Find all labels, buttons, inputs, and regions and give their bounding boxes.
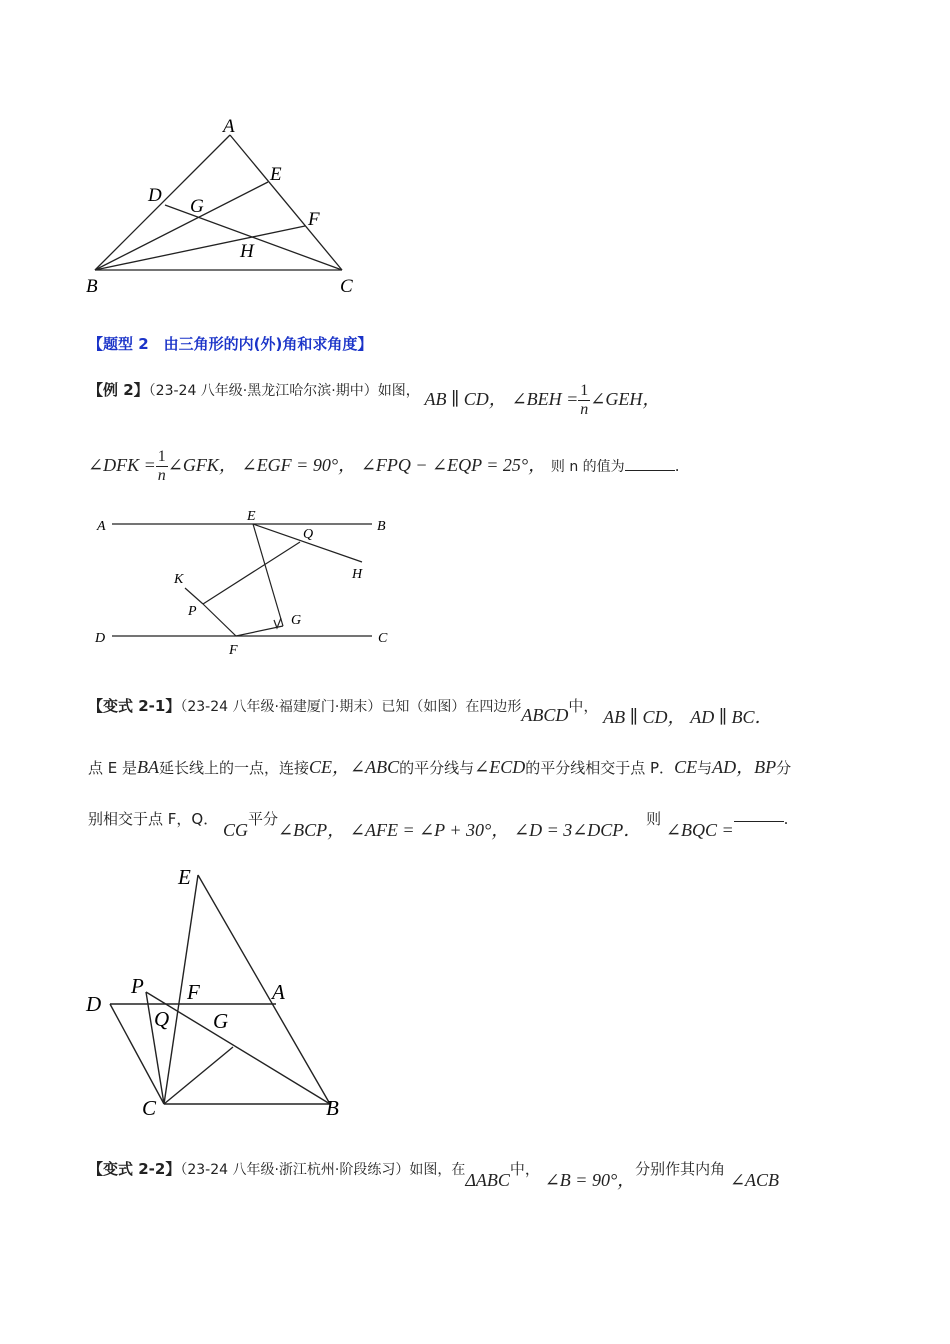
label-e: E bbox=[270, 164, 282, 185]
math-angle-bqc: ∠BQC = bbox=[665, 820, 734, 840]
example-label: 【例 2】 bbox=[88, 381, 149, 399]
math-angle-ecd: ∠ECD bbox=[474, 757, 526, 777]
math-ad-parallel-bc: AD ∥ BC． bbox=[690, 707, 773, 727]
example-2-line-1 bbox=[88, 372, 661, 418]
label-g: G bbox=[213, 1009, 229, 1033]
label-c: C bbox=[142, 1096, 157, 1120]
text-respectively: 分别作其内角 bbox=[635, 1160, 726, 1178]
label-f: F bbox=[187, 980, 200, 1004]
text-points-fq: 别相交于点 F，Q． bbox=[88, 810, 219, 828]
variant-label: 【变式 2-2】 bbox=[88, 1160, 181, 1178]
label-f: F bbox=[308, 209, 320, 230]
variant-label: 【变式 2-1】 bbox=[88, 697, 181, 715]
end-dot: . bbox=[674, 457, 680, 475]
math-ad: AD， bbox=[712, 757, 755, 777]
math-angle-afe: ∠AFE = ∠P + 30°， bbox=[349, 820, 510, 840]
label-d: D bbox=[148, 185, 162, 206]
section-title: 【题型 2 由三角形的内(外)角和求角度】 bbox=[88, 335, 373, 353]
label-e: E bbox=[178, 865, 191, 889]
label-b: B bbox=[377, 519, 386, 534]
text-bisector: 的平分线与 bbox=[399, 759, 475, 777]
frac-num-2: 1 bbox=[157, 448, 166, 465]
label-c: C bbox=[378, 631, 388, 646]
label-g: G bbox=[291, 613, 302, 628]
math-angle-dfk: ∠DFK = bbox=[88, 455, 156, 475]
variant-source: （23-24 八年级·福建厦门·期末）已知（如图）在四边形 bbox=[180, 699, 522, 715]
math-abcd: ABCD bbox=[521, 705, 569, 725]
label-p: P bbox=[188, 604, 197, 619]
math-angle-b-90: ∠B = 90°， bbox=[544, 1170, 636, 1190]
label-h: H bbox=[352, 567, 363, 582]
label-a: A bbox=[272, 980, 285, 1004]
text-intersect-p: 的平分线相交于点 P． bbox=[525, 759, 675, 777]
label-k: K bbox=[174, 572, 184, 587]
variant-2-1-line-3 bbox=[88, 808, 789, 840]
label-h: H bbox=[240, 241, 254, 262]
math-angle-acb: ∠ACB bbox=[729, 1170, 780, 1190]
math-angle-abc: ∠ABC bbox=[350, 757, 400, 777]
label-b: B bbox=[326, 1096, 339, 1120]
text-zhong: 中， bbox=[509, 1160, 540, 1178]
frac-num: 1 bbox=[580, 382, 589, 399]
math-ba: BA bbox=[137, 757, 160, 777]
example-source: （23-24 八年级·黑龙江哈尔滨·期中）如图， bbox=[148, 383, 420, 399]
label-p: P bbox=[131, 974, 144, 998]
answer-blank[interactable] bbox=[625, 456, 675, 471]
math-angle-geh: ∠GEH， bbox=[590, 389, 661, 409]
text-bisects: 平分 bbox=[248, 810, 279, 828]
label-d: D bbox=[86, 992, 102, 1016]
figure-quadrilateral bbox=[80, 860, 360, 1125]
answer-blank[interactable] bbox=[734, 807, 784, 822]
text-point-e: 点 E 是 bbox=[88, 759, 138, 777]
text-fen: 分 bbox=[776, 759, 792, 777]
figure-triangle-abc bbox=[80, 110, 380, 300]
label-f: F bbox=[229, 643, 238, 658]
variant-2-1-line-1 bbox=[88, 695, 773, 727]
math-angle-diff: ∠FPQ − ∠EQP = 25°， bbox=[360, 455, 547, 475]
label-q: Q bbox=[154, 1007, 170, 1031]
label-a: A bbox=[97, 519, 106, 534]
math-angle-beh: ∠BEH = bbox=[511, 389, 579, 409]
text-extend: 延长线上的一点，连接 bbox=[159, 759, 310, 777]
math-cg: CG bbox=[223, 820, 249, 840]
variant-2-2-line-1 bbox=[88, 1158, 780, 1190]
question-tail: 则 n 的值为 bbox=[550, 459, 625, 475]
math-angle-gfk: ∠GFK， bbox=[167, 455, 237, 475]
label-q: Q bbox=[303, 527, 314, 542]
label-a: A bbox=[223, 116, 235, 137]
math-angle-bcp: ∠BCP， bbox=[278, 820, 346, 840]
math-ce-2: CE bbox=[674, 757, 698, 777]
math-angle-d: ∠D = 3∠DCP． bbox=[513, 820, 642, 840]
math-triangle-abc: ΔABC bbox=[465, 1170, 510, 1190]
frac-den-2: n bbox=[157, 467, 166, 484]
end-dot: . bbox=[783, 810, 789, 828]
label-c: C bbox=[340, 276, 353, 297]
variant-2-1-line-2 bbox=[88, 757, 791, 778]
figure-parallel-lines bbox=[90, 505, 400, 660]
math-angle-egf: ∠EGF = 90°， bbox=[241, 455, 357, 475]
math-bp: BP bbox=[754, 757, 777, 777]
text-zhong: 中， bbox=[568, 697, 599, 715]
label-g: G bbox=[190, 196, 204, 217]
math-ab-parallel-cd: AB ∥ CD， bbox=[424, 389, 507, 409]
text-then: 则 bbox=[646, 810, 662, 828]
math-ab-parallel-cd: AB ∥ CD， bbox=[603, 707, 686, 727]
label-d: D bbox=[95, 631, 106, 646]
frac-den: n bbox=[580, 401, 589, 418]
fraction-1-over-n-2 bbox=[156, 448, 168, 485]
example-2-line-2 bbox=[88, 448, 679, 485]
math-ce: CE， bbox=[309, 757, 351, 777]
fraction-1-over-n bbox=[578, 382, 590, 419]
text-and: 与 bbox=[697, 759, 713, 777]
variant-source: （23-24 八年级·浙江杭州·阶段练习）如图，在 bbox=[180, 1162, 466, 1178]
label-b: B bbox=[86, 276, 98, 297]
label-e: E bbox=[247, 509, 256, 524]
